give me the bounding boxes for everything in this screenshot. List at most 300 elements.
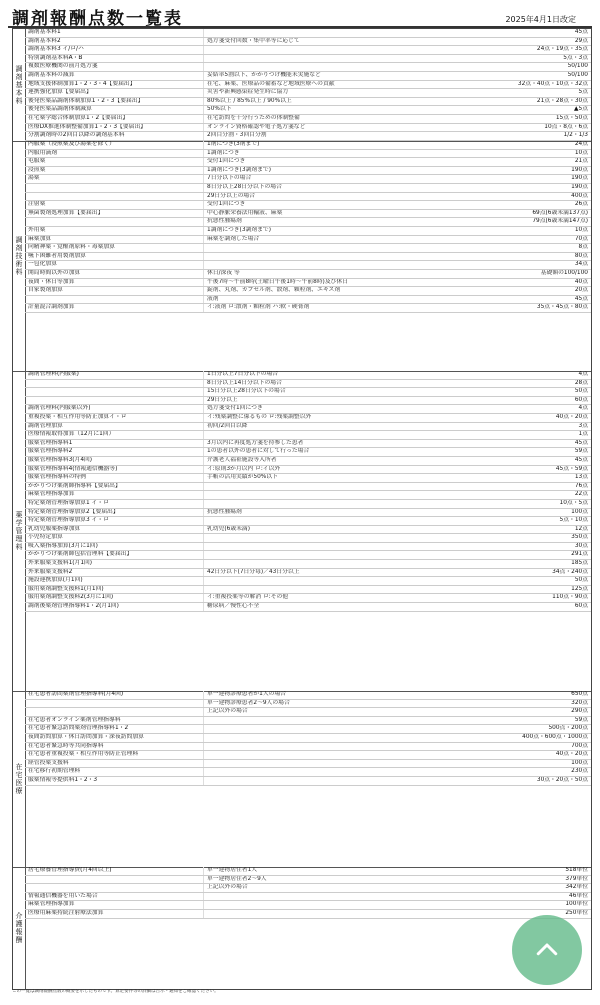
fee-item-points: 26点 xyxy=(574,201,588,208)
fee-item-name: 連携強化加算【要届出】 xyxy=(28,89,92,96)
table-row xyxy=(25,423,591,432)
table-row xyxy=(25,296,591,305)
fee-item-name: 服薬管理指導料3(月4回) xyxy=(28,456,93,463)
fee-item-points: 40点 xyxy=(574,278,588,285)
table-row xyxy=(25,405,591,414)
fee-item-name: 調剤管理加算 xyxy=(28,422,63,429)
fee-item-points: 34点 xyxy=(574,261,588,268)
fee-item-points: 35点・45点・80点 xyxy=(536,304,588,311)
fee-item-condition: 1調剤につき(3調剤まで) xyxy=(203,167,510,175)
fee-item-points: 24点・19点・35点 xyxy=(536,46,588,53)
table-row xyxy=(25,440,591,449)
table-row xyxy=(25,132,591,141)
table-row xyxy=(25,910,591,919)
table-row xyxy=(25,193,591,202)
fee-item-condition xyxy=(203,743,510,751)
fee-item-condition: 抗悪性腫瘍剤 xyxy=(203,218,510,226)
fee-item-points: 1/2・1/3 xyxy=(563,132,588,139)
fee-item-points: 40点・20点 xyxy=(555,751,588,758)
fee-item-condition xyxy=(203,586,510,594)
fee-item-name: 開局時間以外の加算 xyxy=(28,269,81,276)
fee-item-name: 調剤管理料(内服薬) xyxy=(28,371,79,377)
fee-item-name: 服用薬剤調整支援料2(3月に1回) xyxy=(28,594,114,601)
fee-item-name: 計量混合調剤加算 xyxy=(28,304,75,311)
fee-item-points: 190点 xyxy=(571,175,588,182)
fee-item-condition xyxy=(203,500,510,508)
fee-item-condition xyxy=(203,717,510,725)
section-body xyxy=(25,141,591,371)
fee-item-name: 外来服薬支援料2 xyxy=(28,568,73,575)
fee-item-condition xyxy=(203,734,510,742)
table-row xyxy=(25,218,591,227)
fee-item-name: 後発医薬品調剤体制減算 xyxy=(28,106,92,113)
table-row xyxy=(25,876,591,885)
section-mgmt xyxy=(13,371,591,692)
section-label: 調剤基本料 xyxy=(13,29,26,141)
table-row xyxy=(25,244,591,253)
table-row xyxy=(25,270,591,279)
table-row xyxy=(25,543,591,552)
fee-item-points: 5点・10点 xyxy=(559,517,588,524)
fee-item-points: 50/100 xyxy=(567,71,588,78)
fee-item-points: 59点 xyxy=(574,448,588,455)
fee-item-name: 医療DX推進体制整備加算1・2・3【要届出】 xyxy=(28,123,147,130)
fee-item-name: かかりつけ薬剤師包括管理料【要届出】 xyxy=(28,551,133,558)
fee-item-name: 服薬管理指導料2 xyxy=(28,448,73,455)
fee-item-points: 250単位 xyxy=(565,909,588,916)
revision-date: 2025年4月1日改定 xyxy=(505,15,576,24)
fee-item-points: 24点 xyxy=(574,141,588,147)
fee-item-points: 32点・40点・10点・32点 xyxy=(517,80,588,87)
fee-item-points: 100単位 xyxy=(565,901,588,908)
fee-item-name: 自家製剤加算 xyxy=(28,287,63,294)
fee-item-points: 291点 xyxy=(571,551,588,558)
fee-item-condition: 1調剤につき xyxy=(203,150,510,158)
fee-item-condition: 中心静脈栄養法用輸液、麻薬 xyxy=(203,210,510,218)
fee-item-name: 服薬情報等提供料1・2・3 xyxy=(28,776,98,783)
fee-item-condition xyxy=(203,577,510,585)
fee-item-condition: 乳幼児(6歳未満) xyxy=(203,526,510,534)
fee-item-condition: 上記以外の場合 xyxy=(203,708,510,716)
fee-item-condition: 2回目分割・3回目分割 xyxy=(203,132,510,140)
fee-item-name: 特定薬剤管理指導加算1 イ・ロ xyxy=(28,499,109,506)
fee-item-condition: 受付1回につき xyxy=(203,201,510,209)
fee-item-points: 45点 xyxy=(574,456,588,463)
fee-item-name: 服薬管理指導料4(情報通信機器等) xyxy=(28,465,118,472)
table-row xyxy=(25,261,591,270)
fee-item-name: 夜間・休日等加算 xyxy=(28,278,75,285)
fee-item-condition xyxy=(203,910,510,918)
fee-item-condition: 受付1回につき xyxy=(203,158,510,166)
table-row xyxy=(25,867,591,876)
table-row xyxy=(25,175,591,184)
fee-item-condition: 介護老人福祉施設等入所者 xyxy=(203,457,510,465)
fee-item-condition: 単一建物診療患者2〜9人の場合 xyxy=(203,700,510,708)
section-label: 薬学管理料 xyxy=(13,371,26,691)
fee-item-points: 59点 xyxy=(574,716,588,723)
fee-item-points: 80点 xyxy=(574,252,588,259)
fee-item-condition xyxy=(203,560,510,568)
table-row xyxy=(25,63,591,72)
fee-item-name: 施設連携加算(月1回) xyxy=(28,577,83,584)
fee-item-name: 内服薬（浸煎薬及び湯薬を除く） xyxy=(28,141,115,147)
table-row xyxy=(25,72,591,81)
table-row xyxy=(25,46,591,55)
fee-item-name xyxy=(25,397,203,405)
fee-item-condition: 処方箋受付回数・集中率等に応じて xyxy=(203,38,510,46)
fee-item-condition xyxy=(203,551,510,559)
fee-item-name: 分割調剤時の2回目以降の調剤基本料 xyxy=(28,132,125,139)
fee-item-points: 110点・90点 xyxy=(552,594,588,601)
fee-item-name: 在宅薬学総合体制加算1・2【要届出】 xyxy=(28,114,129,121)
fee-item-condition: 錠剤、丸剤、カプセル剤、散剤、顆粒剤、エキス剤 xyxy=(203,287,510,295)
table-row xyxy=(25,89,591,98)
fee-item-points: 10点・5点 xyxy=(559,499,588,506)
fee-item-condition xyxy=(203,517,510,525)
table-row xyxy=(25,594,591,603)
fee-item-points: 45点・59点 xyxy=(555,465,588,472)
fee-item-points: 20点 xyxy=(574,287,588,294)
footnote: この一覧は調剤報酬点数の概要を示したものです。算定要件等の詳細は告示・通知をご確認ください。 xyxy=(12,989,219,994)
fee-item-name xyxy=(25,876,203,884)
fee-item-condition xyxy=(203,244,510,252)
fee-item-condition: 単一建物居住者2〜9人 xyxy=(203,876,510,884)
table-row xyxy=(25,150,591,159)
fee-item-name: 重複投薬・相互作用等防止加算イ・ロ xyxy=(28,413,127,420)
table-row xyxy=(25,158,591,167)
fee-item-condition xyxy=(203,751,510,759)
fee-item-condition: 15日分以上28日分以下の場合 xyxy=(203,388,510,396)
fee-item-points: 400点・600点・1000点 xyxy=(522,733,588,740)
fee-item-name xyxy=(25,884,203,892)
fee-item-name: 複数医療機関の前月処方箋 xyxy=(28,63,98,70)
table-row xyxy=(25,777,591,786)
fee-item-name: 小児特定加算 xyxy=(28,534,63,541)
fee-item-points: 100点 xyxy=(571,759,588,766)
fee-item-points: 30点・20点・50点 xyxy=(536,776,588,783)
table-row xyxy=(25,717,591,726)
fee-item-condition xyxy=(203,55,510,63)
table-row xyxy=(25,457,591,466)
fee-item-points: 45点 xyxy=(574,439,588,446)
fee-item-name: 内服用滴剤 xyxy=(28,149,57,156)
fee-item-name: 経管投薬支援料 xyxy=(28,759,69,766)
fee-item-condition xyxy=(203,431,510,439)
fee-item-name: 調剤後薬剤管理指導料1・2(月1回) xyxy=(28,603,119,610)
fee-item-name: 吸入薬指導加算(3月に1回) xyxy=(28,542,98,549)
table-row xyxy=(25,700,591,709)
table-row xyxy=(25,106,591,115)
fee-item-name xyxy=(25,218,203,226)
fee-item-name: 特別調剤基本料A・B xyxy=(28,54,83,61)
fee-item-condition: 29日分以上 xyxy=(203,397,510,405)
fee-item-name: 調剤基本料3 イ/ロ/ハ xyxy=(28,46,84,53)
chevron-up-icon xyxy=(532,935,562,965)
fee-item-name: 後発医薬品調剤体制加算1・2・3【要届出】 xyxy=(28,97,144,104)
fee-item-points: 190点 xyxy=(571,183,588,190)
fee-item-points: 76点 xyxy=(574,482,588,489)
table-row xyxy=(25,388,591,397)
fee-item-condition: イ:残薬調整に係るもの ロ:残薬調整以外 xyxy=(203,414,510,422)
fee-item-points: 10点 xyxy=(574,226,588,233)
fee-item-name: 麻薬管理指導加算 xyxy=(28,491,75,498)
table-row xyxy=(25,708,591,717)
table-row xyxy=(25,431,591,440)
section-label: 在宅医療 xyxy=(13,691,26,867)
fee-item-condition: 液剤 xyxy=(203,296,510,304)
fee-item-points: 21点・28点・30点 xyxy=(536,97,588,104)
fee-item-points: 45点 xyxy=(574,295,588,302)
fee-item-points: 320点 xyxy=(571,699,588,706)
fee-item-condition: 29日分以上の場合 xyxy=(203,193,510,201)
fee-item-condition: 7日分以下の場合 xyxy=(203,175,510,183)
section-label: 調剤技術料 xyxy=(13,141,26,371)
section-body xyxy=(25,691,591,867)
fee-item-points: 500点・200点 xyxy=(548,725,588,732)
section-body xyxy=(25,29,591,141)
fee-item-points: 60点 xyxy=(574,396,588,403)
fee-item-name: 在宅患者訪問薬剤管理指導料(月4回) xyxy=(28,691,124,697)
table-row xyxy=(25,751,591,760)
fee-item-name xyxy=(25,193,203,201)
fee-item-condition: 単一建物診療患者が1人の場合 xyxy=(203,691,510,699)
fee-item-points: 230点 xyxy=(571,768,588,775)
table-row xyxy=(25,569,591,578)
section-home xyxy=(13,691,591,868)
fee-item-points: 379単位 xyxy=(565,875,588,882)
fee-item-name: 向精神薬・覚醒剤原料・毒薬加算 xyxy=(28,244,115,251)
fee-item-condition: 妥結率5割以下、かかりつけ機能未実施など xyxy=(203,72,510,80)
table-row xyxy=(25,448,591,457)
fee-item-name: 医療情報取得加算（12月に1回） xyxy=(28,431,115,438)
table-row xyxy=(25,279,591,288)
table-row xyxy=(25,734,591,743)
table-row xyxy=(25,893,591,902)
scroll-to-top-button[interactable] xyxy=(512,915,582,985)
fee-item-points: 125点 xyxy=(571,585,588,592)
table-row xyxy=(25,768,591,777)
table-row xyxy=(25,743,591,752)
fee-item-points: 40点・20点 xyxy=(555,413,588,420)
fee-item-name: 在宅患者重複投薬・相互作用等防止管理料 xyxy=(28,751,139,758)
table-row xyxy=(25,603,591,612)
fee-item-points: 650点 xyxy=(571,691,588,697)
fee-item-condition: 単一建物居住者1人 xyxy=(203,867,510,875)
fee-item-points: 400点 xyxy=(571,192,588,199)
fee-item-points: 700点 xyxy=(571,742,588,749)
fee-item-points: 350点 xyxy=(571,534,588,541)
fee-item-condition xyxy=(203,29,510,37)
table-row xyxy=(25,167,591,176)
fee-item-condition: 80%以上 / 85%以上 / 90%以上 xyxy=(203,98,510,106)
fee-item-condition: イ:原則3か月以内 ロ:イ以外 xyxy=(203,466,510,474)
fee-item-points: 100点 xyxy=(571,508,588,515)
fee-item-condition xyxy=(203,46,510,54)
table-row xyxy=(25,124,591,133)
fee-item-name: 無菌製剤処理加算【要届出】 xyxy=(28,209,104,216)
fee-item-condition: 1日分以上7日分以下の場合 xyxy=(203,371,510,379)
fee-item-name: 服薬管理指導料の特例 xyxy=(28,474,86,481)
fee-item-condition: 1の患者以外の患者に対して行った場合 xyxy=(203,448,510,456)
fee-item-condition: 8日分以上14日分以下の場合 xyxy=(203,380,510,388)
fee-item-name: 麻薬加算 xyxy=(28,235,52,242)
fee-item-points: 69点(6歳未満137点) xyxy=(532,209,588,216)
section-care xyxy=(13,867,591,989)
fee-item-name: 湯薬 xyxy=(28,175,40,182)
fee-item-points: 4点 xyxy=(578,371,588,377)
fee-item-points: 190点 xyxy=(571,166,588,173)
fee-item-points: 50/100 xyxy=(567,63,588,70)
table-row xyxy=(25,414,591,423)
fee-item-name: かかりつけ薬剤師指導料【要届出】 xyxy=(28,482,121,489)
fee-item-condition xyxy=(203,893,510,901)
fee-item-condition: 手帳の活用実績が50%以下 xyxy=(203,474,510,482)
fee-item-name: 乳幼児服薬指導加算 xyxy=(28,525,81,532)
table-row xyxy=(25,534,591,543)
table-row xyxy=(25,81,591,90)
fee-item-points: 8点 xyxy=(578,244,588,251)
fee-item-name: 特定薬剤管理指導加算3 イ・ロ xyxy=(28,517,109,524)
fee-item-condition xyxy=(203,543,510,551)
table-row xyxy=(25,287,591,296)
fee-table xyxy=(12,28,592,990)
fee-item-condition: 災害や新興感染症発生時に協力 xyxy=(203,89,510,97)
fee-item-condition xyxy=(203,777,510,785)
fee-item-points: 30点 xyxy=(574,542,588,549)
header xyxy=(8,4,592,28)
section-body xyxy=(25,867,591,989)
fee-item-condition xyxy=(203,253,510,261)
section-tech xyxy=(13,141,591,372)
table-row xyxy=(25,500,591,509)
table-row xyxy=(25,141,591,150)
fee-item-points: 15点・50点 xyxy=(555,114,588,121)
fee-item-condition xyxy=(203,901,510,909)
fee-item-name: 夜間訪問加算・休日訪問加算・深夜訪問加算 xyxy=(28,733,144,740)
table-row xyxy=(25,371,591,380)
table-row xyxy=(25,760,591,769)
section-label: 介護報酬 xyxy=(13,867,26,989)
fee-item-condition: 42日分以下(7日分毎)／43日分以上 xyxy=(203,569,510,577)
fee-item-name: 在宅移行初期管理料 xyxy=(28,768,81,775)
table-row xyxy=(25,901,591,910)
fee-item-condition xyxy=(203,63,510,71)
fee-item-points: 60点 xyxy=(574,603,588,610)
fee-item-condition: 50%以下 xyxy=(203,106,510,114)
fee-item-name xyxy=(25,700,203,708)
table-row xyxy=(25,55,591,64)
fee-item-condition: 8日分以上28日分以下の場合 xyxy=(203,184,510,192)
table-row xyxy=(25,236,591,245)
fee-item-name: 調剤基本料2 xyxy=(28,37,61,44)
fee-item-points: 518単位 xyxy=(565,867,588,873)
fee-item-points: 22点 xyxy=(574,491,588,498)
fee-item-name: 調剤基本料の減算 xyxy=(28,71,75,78)
fee-item-name: 外用薬 xyxy=(28,226,46,233)
fee-item-points: 21点 xyxy=(574,158,588,165)
fee-item-name: 一包化加算 xyxy=(28,261,57,268)
fee-item-points: 1点 xyxy=(578,431,588,438)
fee-item-name: 外来服薬支援料1(月1回) xyxy=(28,560,93,567)
fee-item-name xyxy=(25,296,203,304)
fee-item-condition: 糖尿病／慢性心不全 xyxy=(203,603,510,611)
table-row xyxy=(25,551,591,560)
table-row xyxy=(25,397,591,406)
fee-item-name: 在宅患者緊急時等共同指導料 xyxy=(28,742,104,749)
fee-item-points: 342単位 xyxy=(565,884,588,891)
fee-item-points: 10点・8点・6点 xyxy=(544,123,588,130)
table-row xyxy=(25,560,591,569)
table-row xyxy=(25,691,591,700)
table-row xyxy=(25,725,591,734)
fee-item-condition: 麻薬を調剤した場合 xyxy=(203,236,510,244)
table-row xyxy=(25,884,591,893)
fee-item-name: 医療用麻薬持続注射療法加算 xyxy=(28,909,104,916)
fee-item-name: 情報通信機器を用いた場合 xyxy=(28,892,98,899)
fee-item-points: 5点・3点 xyxy=(563,54,588,61)
fee-item-condition: 在宅、麻薬、医療品の備蓄など地域医療への貢献 xyxy=(203,81,510,89)
table-row xyxy=(25,201,591,210)
table-row xyxy=(25,509,591,518)
table-row xyxy=(25,483,591,492)
fee-item-condition: 午後7時〜午前8時(土曜日午後1時〜午前8時)及び休日 xyxy=(203,279,510,287)
table-row xyxy=(25,380,591,389)
fee-item-name: 地域支援体制加算1・2・3・4【要届出】 xyxy=(28,80,136,87)
fee-item-points: 45点 xyxy=(574,29,588,35)
table-row xyxy=(25,38,591,47)
table-row xyxy=(25,466,591,475)
fee-item-condition xyxy=(203,760,510,768)
fee-item-condition xyxy=(203,534,510,542)
fee-item-name: 浸煎薬 xyxy=(28,166,46,173)
fee-item-points: 10点 xyxy=(574,149,588,156)
fee-item-name: 注射薬 xyxy=(28,201,46,208)
fee-item-condition: オンライン資格確認や電子処方箋など xyxy=(203,124,510,132)
fee-item-name: 屯服薬 xyxy=(28,158,46,165)
fee-item-name: 在宅患者緊急訪問薬剤管理指導料1・2 xyxy=(28,725,129,732)
fee-item-points: 29点 xyxy=(574,37,588,44)
fee-item-name xyxy=(25,708,203,716)
fee-item-condition: 上記以外の場合 xyxy=(203,884,510,892)
fee-item-points: ▲5点 xyxy=(574,106,588,113)
fee-item-condition: 休日/深夜 等 xyxy=(203,270,510,278)
fee-item-points: 12点 xyxy=(574,525,588,532)
fee-item-points: 基礎額の100/100 xyxy=(540,269,588,276)
fee-item-condition xyxy=(203,768,510,776)
fee-item-condition: 1調剤につき(3調剤まで) xyxy=(203,227,510,235)
fee-item-points: 185点 xyxy=(571,560,588,567)
fee-item-points: 4点 xyxy=(578,405,588,412)
fee-item-condition: 1剤につき(3剤まで) xyxy=(203,141,510,149)
fee-item-name: 服薬管理指導料1 xyxy=(28,439,73,446)
fee-item-condition: 抗悪性腫瘍剤 xyxy=(203,509,510,517)
fee-item-points: 50点 xyxy=(574,388,588,395)
fee-item-points: 79点(6歳未満147点) xyxy=(532,218,588,225)
fee-item-points: 13点 xyxy=(574,474,588,481)
fee-item-name: 嚥下困難者用製剤加算 xyxy=(28,252,86,259)
fee-item-points: 28点 xyxy=(574,379,588,386)
fee-item-condition: 在宅訪問を十分行うための体制整備 xyxy=(203,115,510,123)
section-body xyxy=(25,371,591,691)
fee-item-points: 290点 xyxy=(571,708,588,715)
table-row xyxy=(25,526,591,535)
fee-item-name: 特定薬剤管理指導加算2【要届出】 xyxy=(28,508,119,515)
page-title: 調剤報酬点数一覧表 xyxy=(12,9,183,29)
table-row xyxy=(25,517,591,526)
fee-item-name: 在宅患者オンライン薬剤管理指導料 xyxy=(28,716,121,723)
table-row xyxy=(25,586,591,595)
fee-item-condition: 処方箋受付1回につき xyxy=(203,405,510,413)
